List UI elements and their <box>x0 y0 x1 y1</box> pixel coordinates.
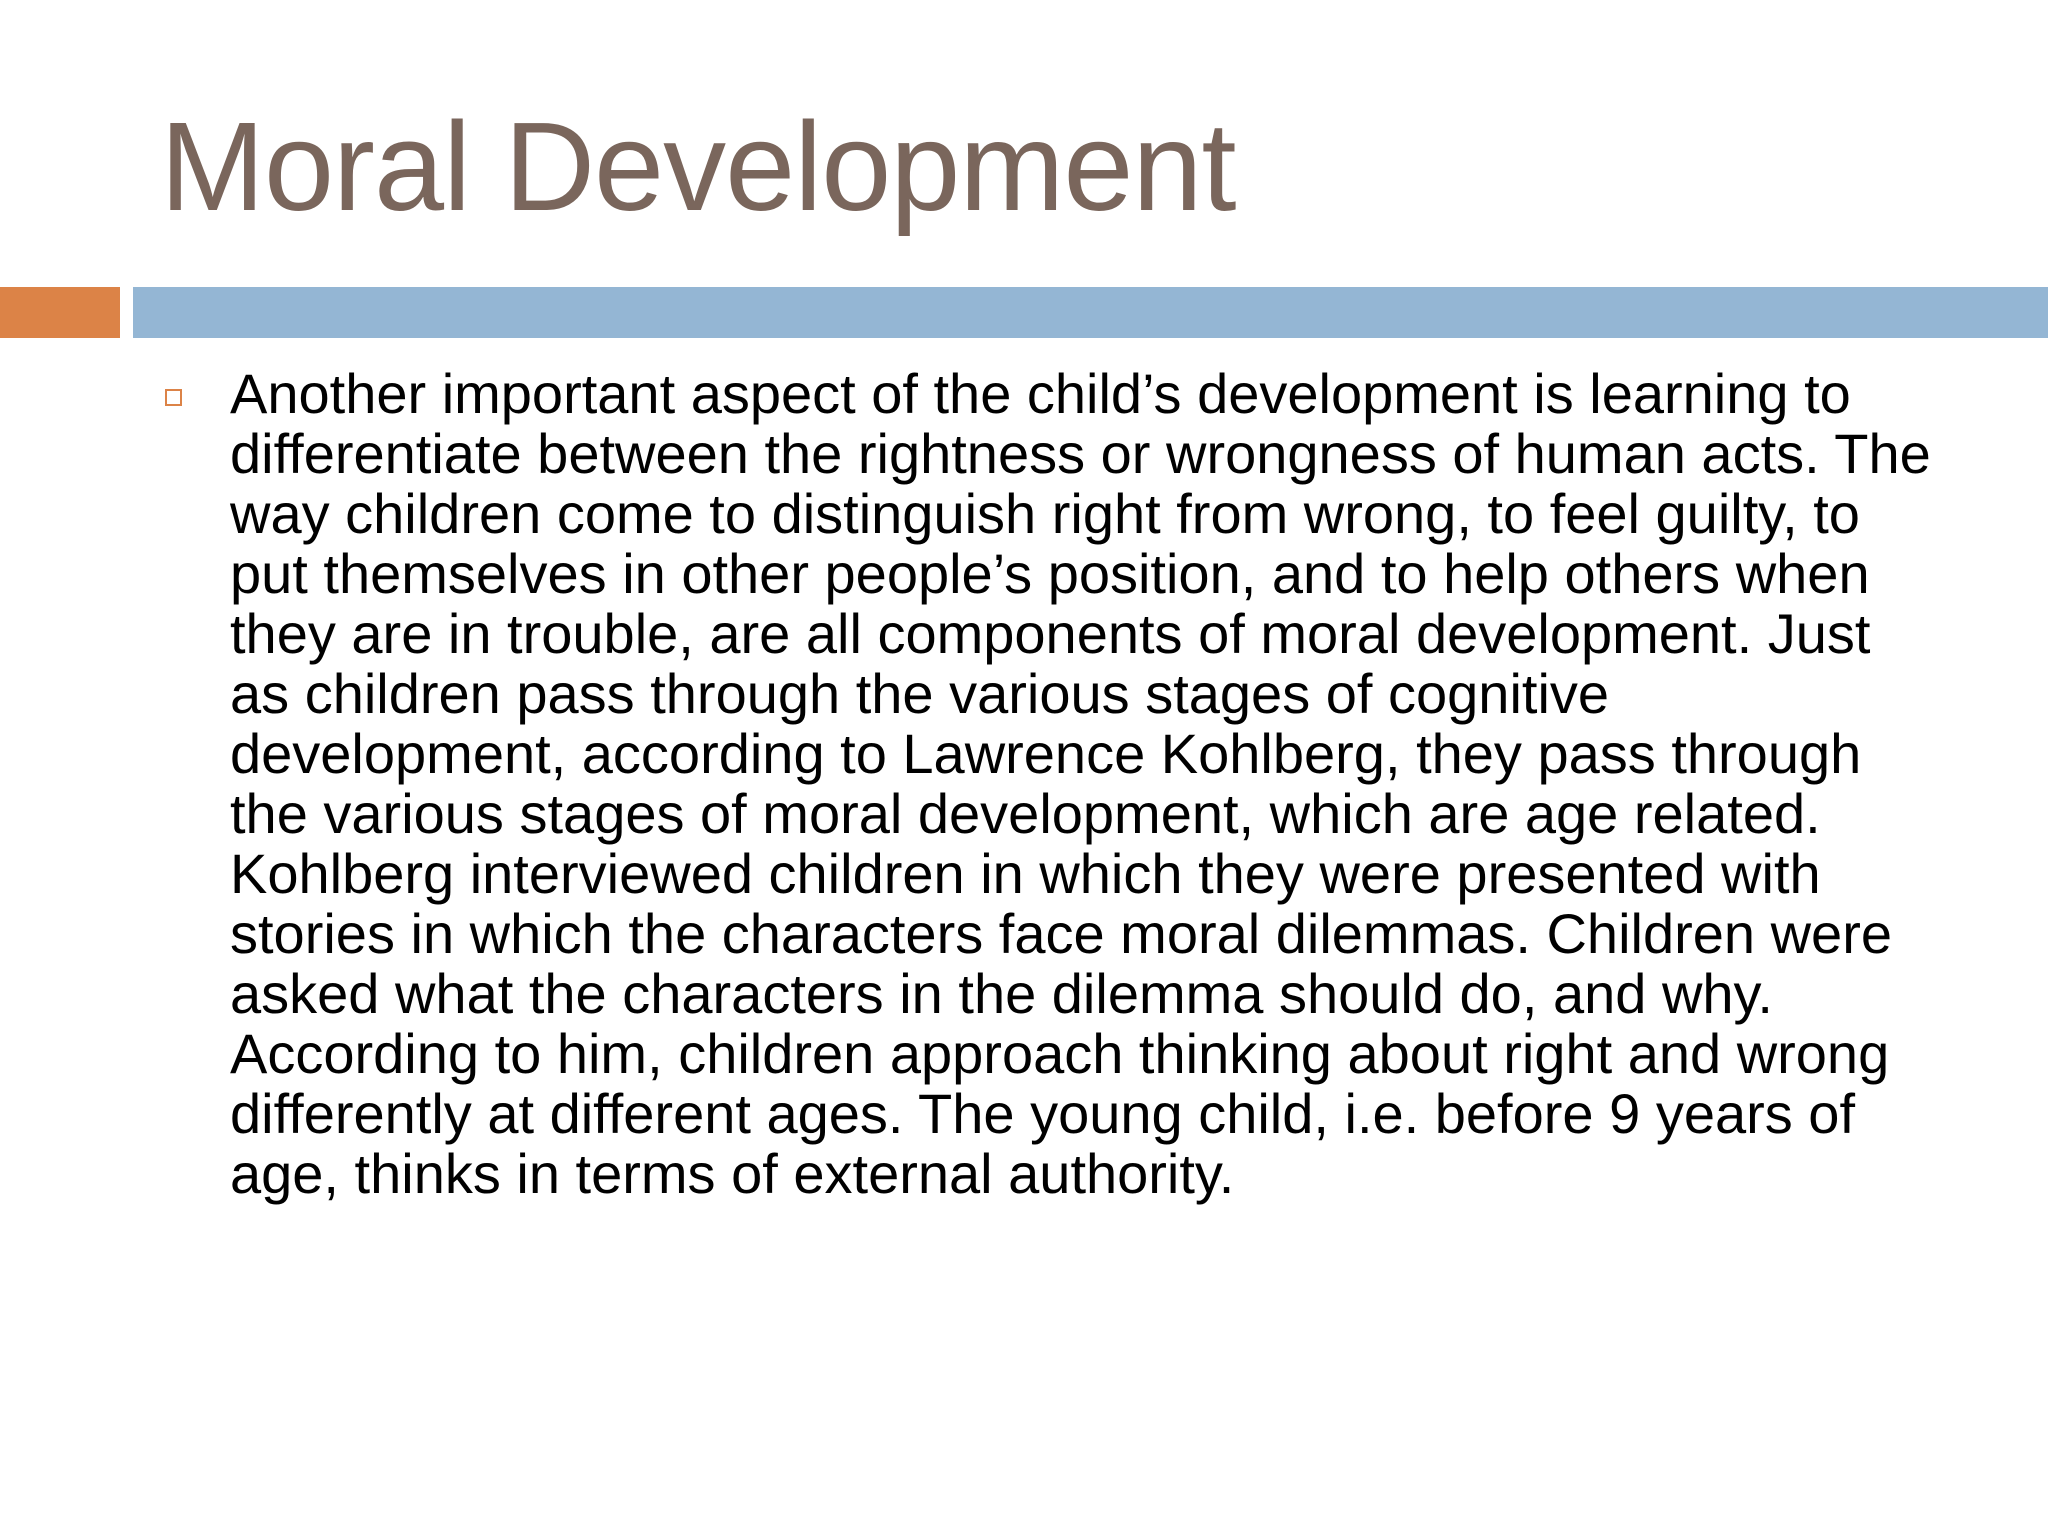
accent-bar-blue <box>133 287 2048 338</box>
slide-title: Moral Development <box>160 96 1236 237</box>
accent-bar-orange <box>0 287 120 338</box>
hollow-square-icon <box>165 389 182 406</box>
bullet-text: Another important aspect of the child’s development is learning to differentiate between the rightness or wrongness of human acts. The way children come to distinguish right from wrong, to feel guilty, to put themselves in other people’s position, and to help others when they are in trouble, are all components of moral development. Just as children pass through the various stages of cognitive development, according to Lawrence Kohlberg, they pass through the various stages of moral development, which are age related. Kohlberg interviewed children in which they were presented with stories in which the characters face moral dilemmas. Children were asked what the characters in the dilemma should do, and why. According to him, children approach thinking about right and wrong differently at different ages. The young child, i.e. before 9 years of age, thinks in terms of external authority. <box>230 362 1931 1205</box>
